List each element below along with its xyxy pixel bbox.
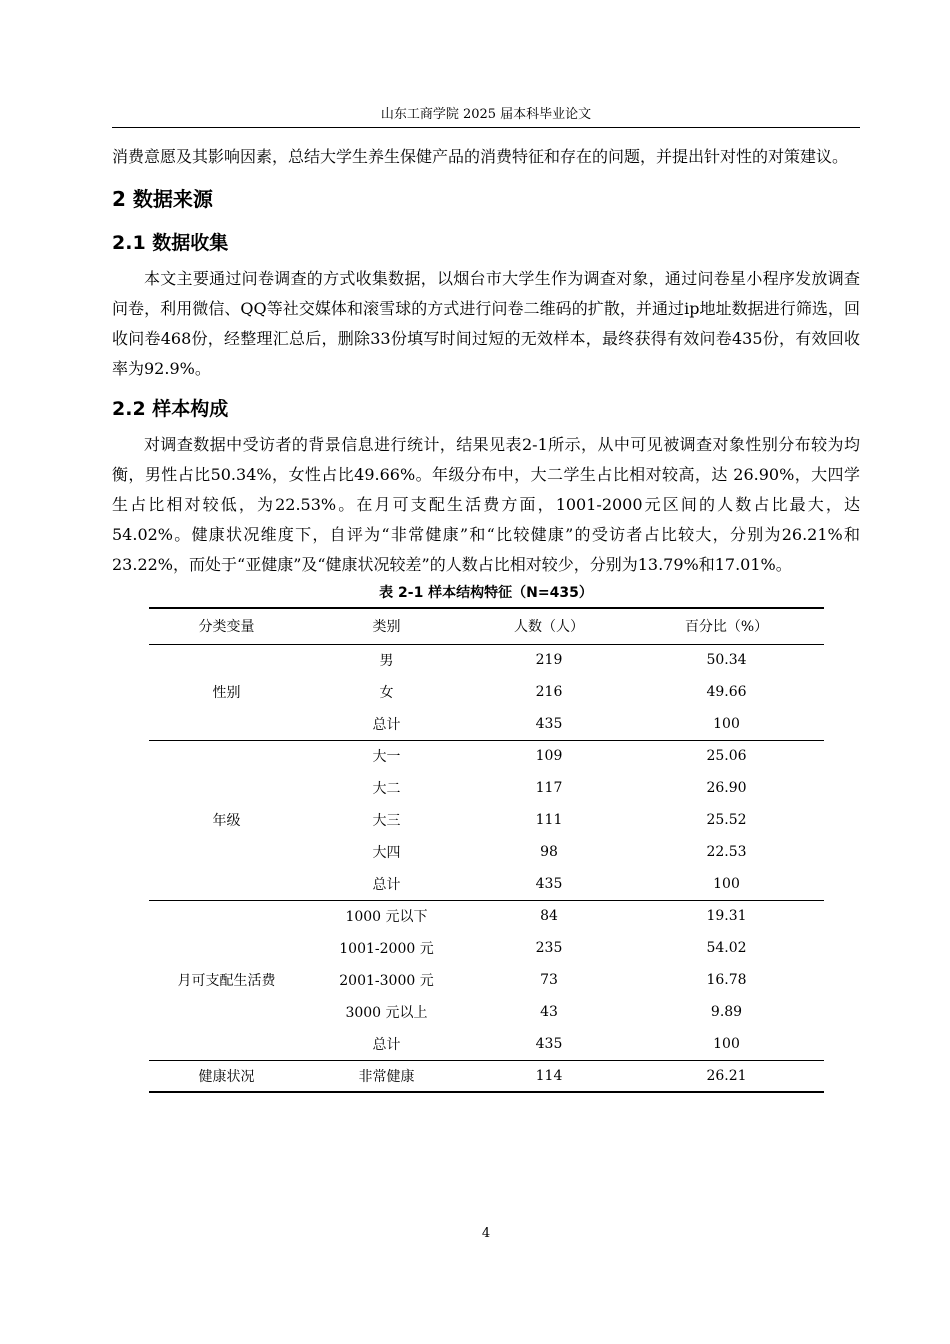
percent-cell: 9.89 bbox=[710, 1004, 743, 1020]
category-cell: 大二 bbox=[372, 781, 401, 797]
table-row bbox=[149, 740, 824, 772]
page-number: 4 bbox=[481, 1226, 491, 1241]
variable-cell-health: 健康状况 bbox=[149, 1060, 304, 1092]
percent-cell: 26.90 bbox=[706, 780, 747, 796]
count-cell: 43 bbox=[540, 1004, 558, 1020]
count-cell: 235 bbox=[535, 940, 563, 956]
category-cell: 1000 元以下 bbox=[345, 909, 428, 926]
column-header-percent: 百分比（%） bbox=[629, 608, 824, 644]
percent-cell: 49.66 bbox=[706, 684, 747, 700]
category-cell: 总计 bbox=[304, 868, 469, 900]
category-cell: 1001-2000 元 bbox=[339, 941, 434, 957]
percent-cell: 25.52 bbox=[706, 812, 747, 828]
variable-cell-gender: 性别 bbox=[149, 644, 304, 740]
percent-cell: 100 bbox=[629, 708, 824, 740]
count-cell: 84 bbox=[540, 908, 558, 925]
count-cell: 117 bbox=[535, 780, 563, 796]
table-group-health bbox=[149, 1060, 824, 1092]
count-cell: 435 bbox=[469, 1028, 629, 1060]
percent-cell: 19.31 bbox=[706, 908, 747, 925]
percent-cell: 22.53 bbox=[706, 844, 747, 860]
count-cell: 111 bbox=[535, 812, 563, 828]
count-cell: 114 bbox=[469, 1060, 629, 1092]
page-content bbox=[112, 142, 860, 1093]
variable-cell-allowance: 月可支配生活费 bbox=[149, 900, 304, 1060]
table-group-allowance bbox=[149, 900, 824, 1060]
sample-structure-table bbox=[149, 607, 824, 1093]
table-group-gender bbox=[149, 644, 824, 740]
header-rule bbox=[112, 127, 860, 128]
running-header: 山东工商学院 2025 届本科毕业论文 bbox=[380, 107, 592, 122]
paragraph-intro-continuation: 消费意愿及其影响因素，总结大学生养生保健产品的消费特征和存在的问题，并提出针对性的对策建议。 bbox=[112, 147, 849, 166]
count-cell: 435 bbox=[469, 868, 629, 900]
column-header-count: 人数（人） bbox=[469, 608, 629, 644]
table-caption: 表 2-1 样本结构特征（N=435） bbox=[379, 585, 593, 601]
percent-cell: 25.06 bbox=[706, 748, 747, 765]
subsection-heading-data-collection: 2.1 数据收集 bbox=[112, 232, 229, 254]
percent-cell: 100 bbox=[629, 868, 824, 900]
category-cell: 3000 元以上 bbox=[345, 1005, 428, 1021]
percent-cell: 54.02 bbox=[706, 940, 747, 956]
count-cell: 435 bbox=[469, 708, 629, 740]
table-row bbox=[149, 1060, 824, 1092]
section-heading-data-source: 2 数据来源 bbox=[112, 187, 213, 211]
table-header-row bbox=[149, 608, 824, 644]
percent-cell: 50.34 bbox=[706, 652, 747, 669]
percent-cell: 100 bbox=[629, 1028, 824, 1060]
paragraph-sample-composition: 对调查数据中受访者的背景信息进行统计，结果见表2-1所示，从中可见被调查对象性别分布较为均衡，男性占比50.34%，女性占比49.66%。年级分布中，大二学生占比相对较高，达 26.90%，大四学生占比相对较低，为22.53%。在月可支配生活费方面，1001-2000元区间的人数占比最大，达54.02%。健康状况维度下，自评为“非常健康”和“比较健康”的受访者占比较大，分别为26.21%和23.22%，而处于“亚健康”及“健康状况较差”的人数占比相对较少，分别为13.79%和17.01%。 bbox=[112, 435, 860, 574]
percent-cell: 16.78 bbox=[706, 972, 747, 988]
count-cell: 216 bbox=[535, 684, 563, 700]
category-cell: 大一 bbox=[372, 749, 401, 766]
table-group-grade bbox=[149, 740, 824, 900]
column-header-category: 类别 bbox=[304, 608, 469, 644]
table-row bbox=[149, 644, 824, 676]
table-row bbox=[149, 900, 824, 932]
category-cell: 男 bbox=[379, 653, 394, 670]
count-cell: 109 bbox=[535, 748, 563, 765]
category-cell: 非常健康 bbox=[304, 1060, 469, 1092]
count-cell: 73 bbox=[540, 972, 558, 988]
category-cell: 女 bbox=[379, 685, 394, 701]
column-header-variable: 分类变量 bbox=[149, 608, 304, 644]
category-cell: 2001-3000 元 bbox=[339, 973, 434, 989]
variable-cell-grade: 年级 bbox=[149, 740, 304, 900]
subsection-heading-sample-composition: 2.2 样本构成 bbox=[112, 398, 229, 420]
paragraph-data-collection: 本文主要通过问卷调查的方式收集数据，以烟台市大学生作为调查对象，通过问卷星小程序发放调查问卷，利用微信、QQ等社交媒体和滚雪球的方式进行问卷二维码的扩散，并通过ip地址数据进行筛选，回收问卷468份，经整理汇总后，删除33份填写时间过短的无效样本，最终获得有效问卷435份，有效回收率为92.9%。 bbox=[112, 269, 860, 378]
category-cell: 大四 bbox=[372, 845, 401, 861]
count-cell: 219 bbox=[535, 652, 563, 669]
count-cell: 98 bbox=[540, 844, 558, 860]
category-cell: 总计 bbox=[304, 708, 469, 740]
category-cell: 大三 bbox=[372, 813, 401, 829]
category-cell: 总计 bbox=[304, 1028, 469, 1060]
percent-cell: 26.21 bbox=[629, 1060, 824, 1092]
